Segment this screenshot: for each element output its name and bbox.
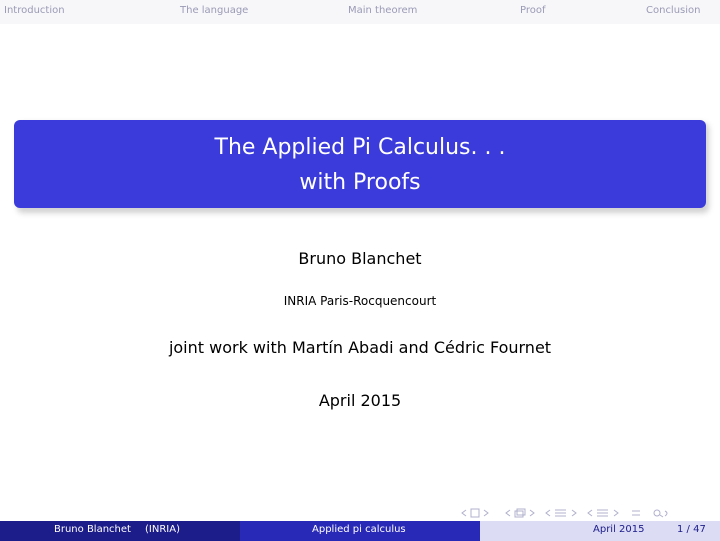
nav-section-the-language[interactable]: The language [180, 5, 249, 16]
subsection-prev-icon[interactable] [506, 510, 510, 516]
frame-prev-icon[interactable] [462, 510, 466, 516]
footer-author: Bruno Blanchet [54, 524, 131, 535]
footer-short-title: Applied pi calculus [312, 524, 406, 535]
document-section-icon[interactable] [597, 510, 608, 516]
section-icon[interactable] [555, 510, 566, 516]
institute: INRIA Paris-Rocquencourt [283, 294, 437, 308]
nav-section-introduction[interactable]: Introduction [4, 5, 65, 16]
search-icon[interactable] [654, 510, 667, 517]
footer-institute: (INRIA) [145, 524, 180, 535]
document-next-icon[interactable] [614, 510, 618, 516]
footer [0, 521, 720, 541]
align-icon[interactable] [632, 511, 640, 515]
footer-date: April 2015 [593, 524, 645, 535]
section-next-icon[interactable] [572, 510, 576, 516]
footer-author-panel [0, 521, 240, 541]
subsection-icon[interactable] [515, 509, 525, 517]
nav-section-proof[interactable]: Proof [520, 5, 546, 16]
navigation-symbols [460, 506, 672, 520]
presentation-date: April 2015 [318, 391, 402, 410]
footer-title-panel [240, 521, 480, 541]
slide-title: The Applied Pi Calculus. . . [214, 135, 506, 160]
frame-next-icon[interactable] [484, 510, 488, 516]
section-navigation-bar [0, 0, 720, 24]
joint-work-credit: joint work with Martín Abadi and Cédric Fournet [168, 338, 552, 357]
nav-section-conclusion[interactable]: Conclusion [646, 5, 701, 16]
page-number: 1 / 47 [677, 524, 706, 535]
subsection-next-icon[interactable] [530, 510, 534, 516]
navigation-symbols-graphic [460, 506, 672, 520]
title-block [14, 120, 706, 208]
author-name: Bruno Blanchet [298, 249, 422, 268]
document-prev-icon[interactable] [588, 510, 592, 516]
footer-date-panel [480, 521, 720, 541]
section-prev-icon[interactable] [546, 510, 550, 516]
nav-section-main-theorem[interactable]: Main theorem [348, 5, 418, 16]
slide-subtitle: with Proofs [299, 170, 421, 195]
frame-icon[interactable] [471, 509, 479, 517]
